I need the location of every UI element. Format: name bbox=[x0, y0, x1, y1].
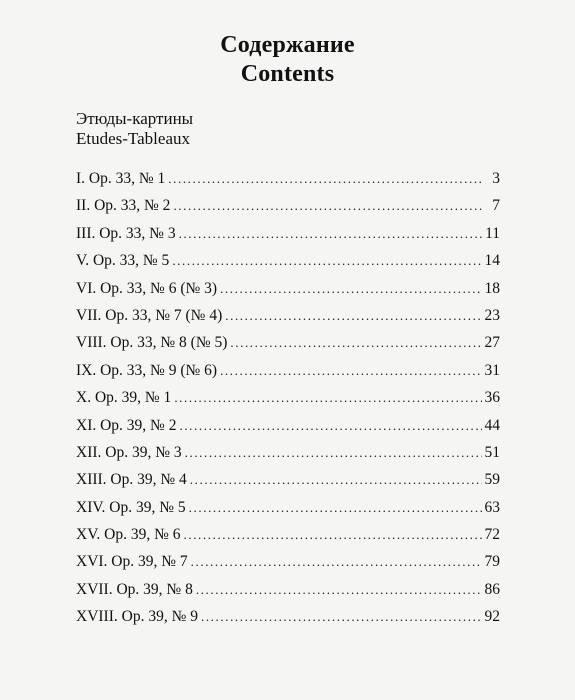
toc-entry bbox=[76, 444, 500, 471]
toc-entry-label: XV. Op. 39, № 6 bbox=[76, 526, 181, 544]
toc-entry-label: XIII. Op. 39, № 4 bbox=[76, 471, 187, 489]
toc-entry-label: VIII. Op. 33, № 8 (№ 5) bbox=[76, 334, 228, 352]
toc-dot-leader bbox=[179, 226, 482, 242]
toc-entry-page-number: 3 bbox=[492, 170, 500, 187]
page-title-russian: Содержание bbox=[220, 32, 355, 58]
toc-entry-page-number: 18 bbox=[484, 279, 500, 297]
toc-entry-page-number: 79 bbox=[484, 553, 500, 571]
toc-dot-leader bbox=[172, 253, 481, 269]
page-title-english: Contents bbox=[240, 61, 335, 87]
toc-entry-page-number: 92 bbox=[484, 608, 500, 626]
toc-entry bbox=[76, 553, 500, 580]
toc-dot-leader bbox=[190, 472, 482, 488]
toc-dot-leader bbox=[220, 363, 481, 379]
toc-entry-page-number: 14 bbox=[484, 252, 500, 270]
toc-dot-leader bbox=[225, 308, 481, 324]
toc-entry bbox=[76, 197, 500, 224]
toc-entry bbox=[76, 307, 500, 334]
toc-entry bbox=[76, 334, 500, 361]
toc-dot-leader bbox=[220, 281, 481, 297]
toc-entry-label: XII. Op. 39, № 3 bbox=[76, 443, 182, 461]
toc-dot-leader bbox=[196, 582, 482, 598]
toc-entry-label: III. Op. 33, № 3 bbox=[76, 224, 176, 242]
toc-dot-leader bbox=[201, 609, 482, 625]
toc-entry bbox=[76, 280, 500, 307]
toc-entry-page-number: 23 bbox=[484, 306, 500, 324]
toc-entry bbox=[76, 581, 500, 608]
toc-entry-label: XI. Op. 39, № 2 bbox=[76, 416, 177, 434]
toc-entry-label: I. Op. 33, № 1 bbox=[76, 170, 166, 187]
toc-dot-leader bbox=[184, 527, 482, 543]
toc-entry bbox=[76, 417, 500, 444]
section-title-english: Etudes-Tableaux bbox=[76, 129, 190, 148]
toc-entry bbox=[76, 362, 500, 389]
toc-entry-label: XVI. Op. 39, № 7 bbox=[76, 553, 188, 571]
section-title-russian: Этюды-картины bbox=[76, 109, 194, 128]
toc-entry-label: XVII. Op. 39, № 8 bbox=[76, 580, 193, 598]
toc-entry-label: II. Op. 33, № 2 bbox=[76, 197, 171, 215]
toc-entry bbox=[76, 526, 500, 553]
toc-entry bbox=[76, 471, 500, 498]
toc-entry-page-number: 63 bbox=[484, 498, 500, 516]
toc-entry-page-number: 51 bbox=[484, 443, 500, 461]
toc-dot-leader bbox=[230, 335, 481, 351]
toc-entry bbox=[76, 252, 500, 279]
toc-entry-label: XVIII. Op. 39, № 9 bbox=[76, 608, 198, 626]
toc-entry-page-number: 7 bbox=[492, 197, 500, 215]
toc-entry-page-number: 31 bbox=[484, 361, 500, 379]
toc-entry-label: IX. Op. 33, № 9 (№ 6) bbox=[76, 361, 218, 379]
toc-dot-leader bbox=[174, 390, 481, 406]
toc-dot-leader bbox=[173, 198, 483, 214]
toc-entry bbox=[76, 225, 500, 252]
toc-entry-label: XIV. Op. 39, № 5 bbox=[76, 498, 186, 516]
toc-entry-page-number: 86 bbox=[484, 580, 500, 598]
toc-dot-leader bbox=[168, 171, 483, 187]
toc-entry bbox=[76, 389, 500, 416]
toc-dot-leader bbox=[189, 500, 482, 516]
toc-entry-label: VI. Op. 33, № 6 (№ 3) bbox=[76, 279, 218, 297]
toc-dot-leader bbox=[185, 445, 482, 461]
toc-entry-page-number: 11 bbox=[485, 224, 500, 242]
toc-entry-page-number: 27 bbox=[484, 334, 500, 352]
toc-entry-page-number: 36 bbox=[484, 389, 500, 407]
toc-entry-label: VII. Op. 33, № 7 (№ 4) bbox=[76, 306, 223, 324]
toc-entry-label: V. Op. 33, № 5 bbox=[76, 252, 170, 270]
toc-entry bbox=[76, 608, 500, 635]
toc-entry-page-number: 59 bbox=[484, 471, 500, 489]
toc-entry-label: X. Op. 39, № 1 bbox=[76, 389, 172, 407]
toc-dot-leader bbox=[191, 554, 482, 570]
table-of-contents bbox=[76, 170, 500, 636]
toc-entry-page-number: 72 bbox=[484, 526, 500, 544]
toc-entry-page-number: 44 bbox=[484, 416, 500, 434]
toc-entry bbox=[76, 170, 500, 197]
toc-entry bbox=[76, 499, 500, 526]
toc-dot-leader bbox=[179, 418, 481, 434]
